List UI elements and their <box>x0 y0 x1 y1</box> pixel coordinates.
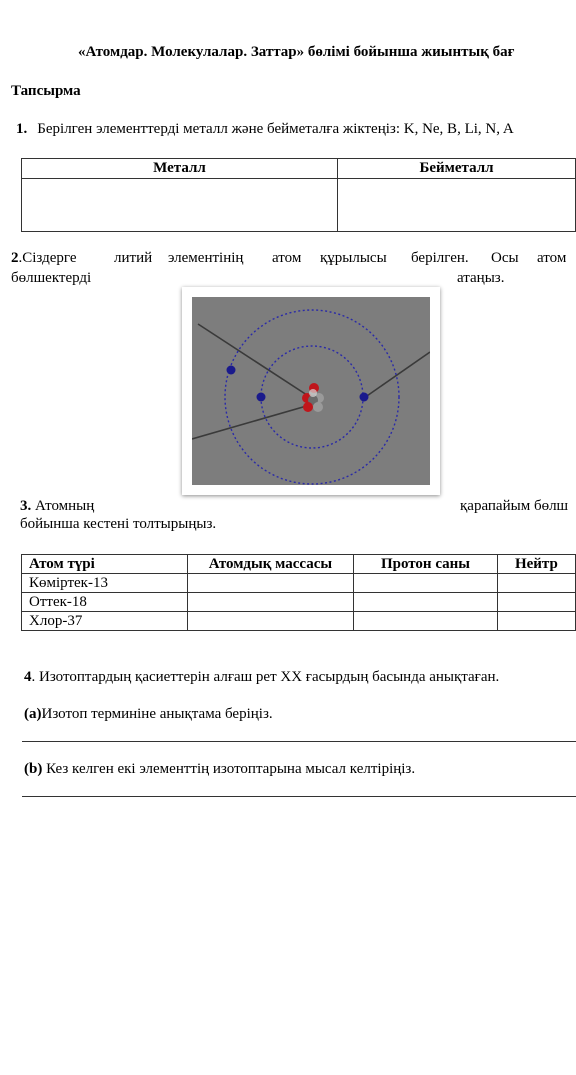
atomic-mass-header: Атомдық массасы <box>187 555 354 574</box>
answer-cell[interactable] <box>187 574 354 593</box>
answer-cell[interactable] <box>187 612 354 631</box>
atom-type-header: Атом түрі <box>22 555 188 574</box>
question-2-number: 2 <box>11 250 19 266</box>
answer-cell[interactable] <box>497 593 575 612</box>
answer-cell[interactable] <box>354 612 498 631</box>
question-2-word: .Сіздерге <box>18 250 77 266</box>
question-3-line-2: бойынша кестені толтырыңыз. <box>20 516 217 532</box>
nonmetal-answer-cell[interactable] <box>337 179 575 232</box>
task-heading: Тапсырма <box>11 83 81 99</box>
question-2-word: құрылысы <box>320 250 387 266</box>
question-4a-label: (a) <box>24 706 42 722</box>
answer-cell[interactable] <box>497 574 575 593</box>
electron <box>360 393 369 402</box>
nonmetal-header: Бейметалл <box>337 159 575 179</box>
electron <box>257 393 266 402</box>
question-2-word: элементінің <box>168 250 244 266</box>
question-4a <box>24 706 273 723</box>
question-2-word: литий <box>114 250 153 266</box>
question-2-row2-end: атаңыз. <box>457 270 505 286</box>
metal-answer-cell[interactable] <box>22 179 338 232</box>
question-4b-label: (b) <box>24 761 43 777</box>
question-4 <box>24 669 499 686</box>
answer-cell[interactable] <box>354 593 498 612</box>
atom-type-cell: Хлор-37 <box>22 612 188 631</box>
question-4-number: 4 <box>24 669 32 685</box>
answer-line-4b[interactable] <box>22 796 576 797</box>
neutron-count-header: Нейтр <box>497 555 575 574</box>
question-4-text: . Изотоптардың қасиеттерін алғаш рет XX ғасырдың басында анықтаған. <box>31 669 500 685</box>
proton-count-header: Протон саны <box>354 555 498 574</box>
atom-type-cell: Көміртек-13 <box>22 574 188 593</box>
isotope-table <box>21 554 576 631</box>
question-3-row1-end: қарапайым бөлш <box>460 498 569 514</box>
answer-cell[interactable] <box>354 574 498 593</box>
metal-nonmetal-table <box>21 158 576 232</box>
question-1-text: Берілген элементтерді металл және бейметалға жіктеңіз: K, Ne, B, Li, N, A <box>37 121 514 137</box>
table-row <box>22 593 576 612</box>
question-4a-text: Изотоп терминіне анықтама беріңіз. <box>41 706 273 722</box>
electron <box>227 366 236 375</box>
document-title: «Атомдар. Молекулалар. Заттар» бөлімі бойынша жиынтық бағ <box>78 44 515 60</box>
answer-line-4a[interactable] <box>22 741 576 742</box>
question-2-word: берілген. <box>411 250 469 266</box>
atom-model-image <box>192 297 430 485</box>
question-3-row1-start: Атомның <box>35 498 95 514</box>
question-2-word: атом <box>272 250 302 266</box>
question-2-word: Осы <box>491 250 519 266</box>
question-4b <box>24 761 415 778</box>
question-2-word: атом <box>537 250 567 266</box>
answer-cell[interactable] <box>187 593 354 612</box>
question-2-row2-start: бөлшектерді <box>11 270 92 286</box>
atom-type-cell: Оттек-18 <box>22 593 188 612</box>
metal-header: Металл <box>22 159 338 179</box>
lithium-atom-figure <box>182 287 440 495</box>
question-1 <box>16 121 514 138</box>
question-3-number: 3. <box>20 498 32 514</box>
question-4b-text: Кез келген екі элементтің изотоптарына мысал келтіріңіз. <box>42 761 416 777</box>
table-row <box>22 574 576 593</box>
table-row <box>22 612 576 631</box>
question-1-number: 1. <box>16 121 28 137</box>
answer-cell[interactable] <box>497 612 575 631</box>
